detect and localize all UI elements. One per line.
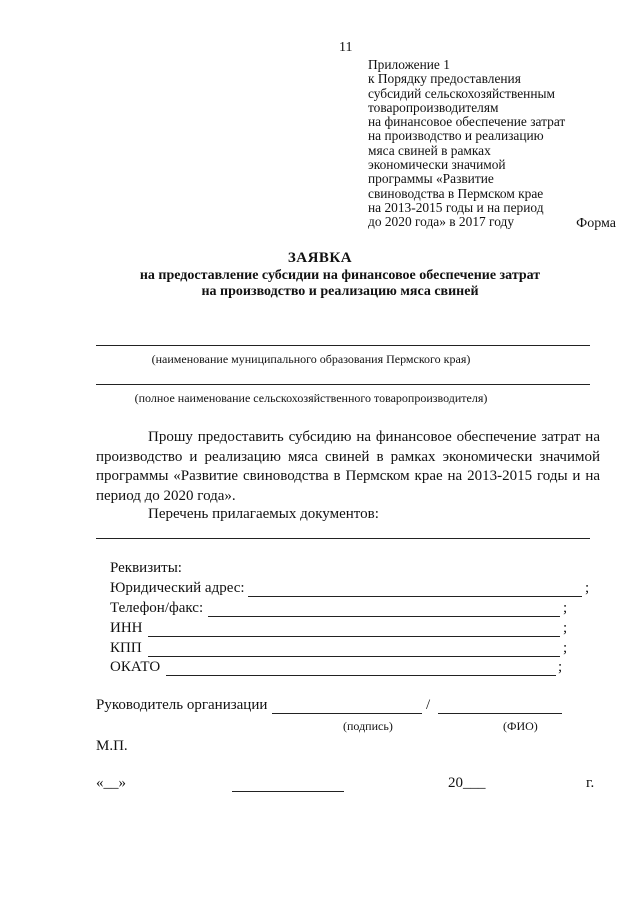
appendix-line: на производство и реализацию bbox=[368, 128, 544, 144]
municipality-field-line[interactable] bbox=[96, 345, 590, 346]
stamp-place: М.П. bbox=[96, 738, 128, 754]
date-day: «__» bbox=[96, 775, 126, 791]
date-year-suffix: г. bbox=[586, 775, 595, 791]
appendix-line: на финансовое обеспечение затрат bbox=[368, 114, 566, 130]
documents-label: Перечень прилагаемых документов: bbox=[148, 506, 379, 522]
documents-field-line[interactable] bbox=[96, 538, 590, 539]
appendix-line: товаропроизводителям bbox=[368, 99, 499, 115]
date-month-field[interactable] bbox=[232, 791, 344, 792]
inn-label: ИНН bbox=[110, 620, 143, 636]
kpp-label: КПП bbox=[110, 640, 142, 656]
head-of-organization-label: Руководитель организации bbox=[96, 697, 268, 713]
requisites-heading: Реквизиты: bbox=[110, 560, 182, 576]
kpp-semicolon: ; bbox=[563, 640, 568, 656]
legal-address-label: Юридический адрес: bbox=[110, 580, 245, 596]
kpp-field[interactable] bbox=[148, 656, 560, 657]
appendix-line: до 2020 года» в 2017 году bbox=[368, 214, 515, 230]
okato-label: ОКАТО bbox=[110, 659, 161, 675]
full-name-caption: (ФИО) bbox=[503, 719, 538, 733]
legal-address-semicolon: ; bbox=[585, 580, 590, 596]
producer-field-line[interactable] bbox=[96, 384, 590, 385]
request-text: Прошу предоставить субсидию на финансовое обеспечение затрат на производство и реализацию мяса свиней в рамках экономически значимой программы «Развитие свиноводства в Пермском крае на 2013-2015 годы и на период до 2020 года». bbox=[96, 429, 600, 504]
appendix-block bbox=[368, 58, 630, 230]
request-paragraph bbox=[96, 428, 600, 506]
legal-address-field[interactable] bbox=[248, 596, 582, 597]
form-label: Форма bbox=[576, 216, 616, 231]
full-name-field[interactable] bbox=[438, 713, 562, 714]
subtitle-line: на предоставление субсидии на финансовое обеспечение затрат bbox=[139, 268, 541, 283]
appendix-line: мяса свиней в рамках bbox=[368, 142, 491, 158]
date-year: 20___ bbox=[448, 775, 486, 791]
signature-slash: / bbox=[426, 697, 431, 713]
appendix-line: Приложение 1 bbox=[368, 57, 450, 72]
appendix-line: субсидий сельскохозяйственным bbox=[368, 85, 555, 101]
document-subtitle bbox=[60, 268, 620, 300]
page-number: 11 bbox=[339, 40, 353, 55]
producer-caption: (полное наименование сельскохозяйственного товаропроизводителя) bbox=[134, 391, 488, 405]
signature-field[interactable] bbox=[272, 713, 422, 714]
okato-field[interactable] bbox=[166, 675, 556, 676]
signature-caption: (подпись) bbox=[343, 719, 393, 733]
phone-fax-label: Телефон/факс: bbox=[110, 600, 204, 616]
municipality-caption: (наименование муниципального образования Пермского края) bbox=[151, 352, 471, 366]
phone-fax-semicolon: ; bbox=[563, 600, 568, 616]
appendix-line: к Порядку предоставления bbox=[368, 71, 521, 87]
okato-semicolon: ; bbox=[558, 659, 563, 675]
appendix-line: на 2013-2015 годы и на период bbox=[368, 199, 544, 215]
inn-semicolon: ; bbox=[563, 620, 568, 636]
appendix-line: экономически значимой bbox=[368, 157, 506, 173]
appendix-line: программы «Развитие bbox=[368, 171, 494, 187]
phone-fax-field[interactable] bbox=[208, 616, 560, 617]
appendix-line: свиноводства в Пермском крае bbox=[368, 185, 544, 201]
inn-field[interactable] bbox=[148, 636, 560, 637]
subtitle-line: на производство и реализацию мяса свиней bbox=[201, 284, 479, 299]
document-title: ЗАЯВКА bbox=[287, 250, 353, 266]
